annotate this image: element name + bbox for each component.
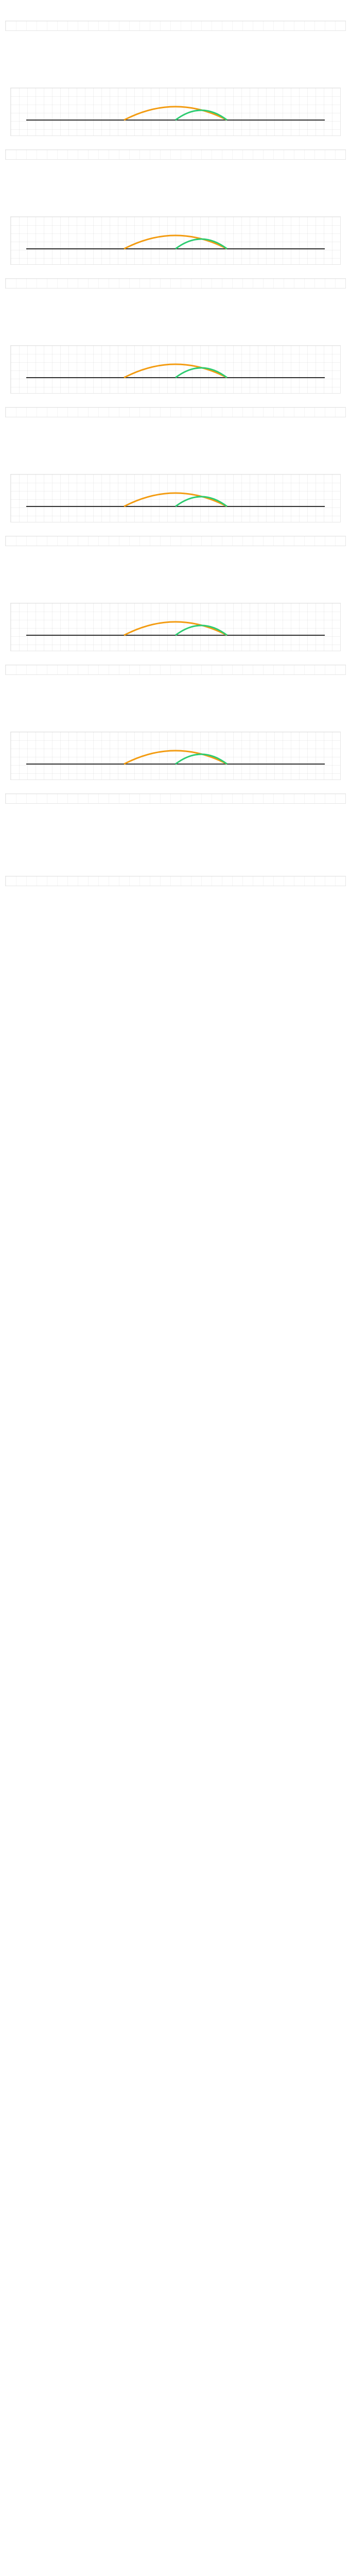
diagram-1-arc-1 (124, 107, 227, 120)
diagram-6 (10, 732, 341, 780)
diagram-3-arc-1 (124, 364, 227, 378)
diagram-2 (10, 216, 341, 265)
diagram-6-svg (11, 732, 340, 779)
section-4 (5, 407, 346, 417)
diagram-4-svg (11, 474, 340, 522)
section-4-inner (6, 408, 345, 417)
diagram-4-arc-1 (124, 493, 227, 506)
diagram-3-svg (11, 346, 340, 393)
diagram-1-svg (11, 88, 340, 135)
section-3 (5, 278, 346, 289)
section-5 (5, 536, 346, 546)
section-2-inner (6, 150, 345, 159)
diagram-1-arc-2 (176, 110, 227, 120)
diagram-5 (10, 603, 341, 651)
section-1 (5, 21, 346, 31)
section-7-inner (6, 794, 345, 803)
section-8 (5, 876, 346, 886)
section-3-inner (6, 279, 345, 288)
diagram-6-arc-1 (124, 751, 227, 764)
section-2 (5, 149, 346, 160)
diagram-2-arc-2 (176, 239, 227, 249)
section-6-inner (6, 665, 345, 674)
diagram-2-svg (11, 217, 340, 264)
diagram-6-arc-2 (176, 754, 227, 764)
diagram-5-arc-2 (176, 625, 227, 635)
diagram-5-arc-1 (124, 622, 227, 635)
section-8-inner (6, 876, 345, 886)
diagram-4-arc-2 (176, 497, 227, 506)
diagram-5-svg (11, 603, 340, 651)
diagram-2-arc-1 (124, 235, 227, 249)
section-5-inner (6, 536, 345, 546)
diagram-1 (10, 88, 341, 136)
section-1-inner (6, 21, 345, 30)
diagram-3-arc-2 (176, 368, 227, 378)
diagram-4 (10, 474, 341, 522)
diagram-3 (10, 345, 341, 394)
section-6 (5, 665, 346, 675)
section-7 (5, 793, 346, 804)
